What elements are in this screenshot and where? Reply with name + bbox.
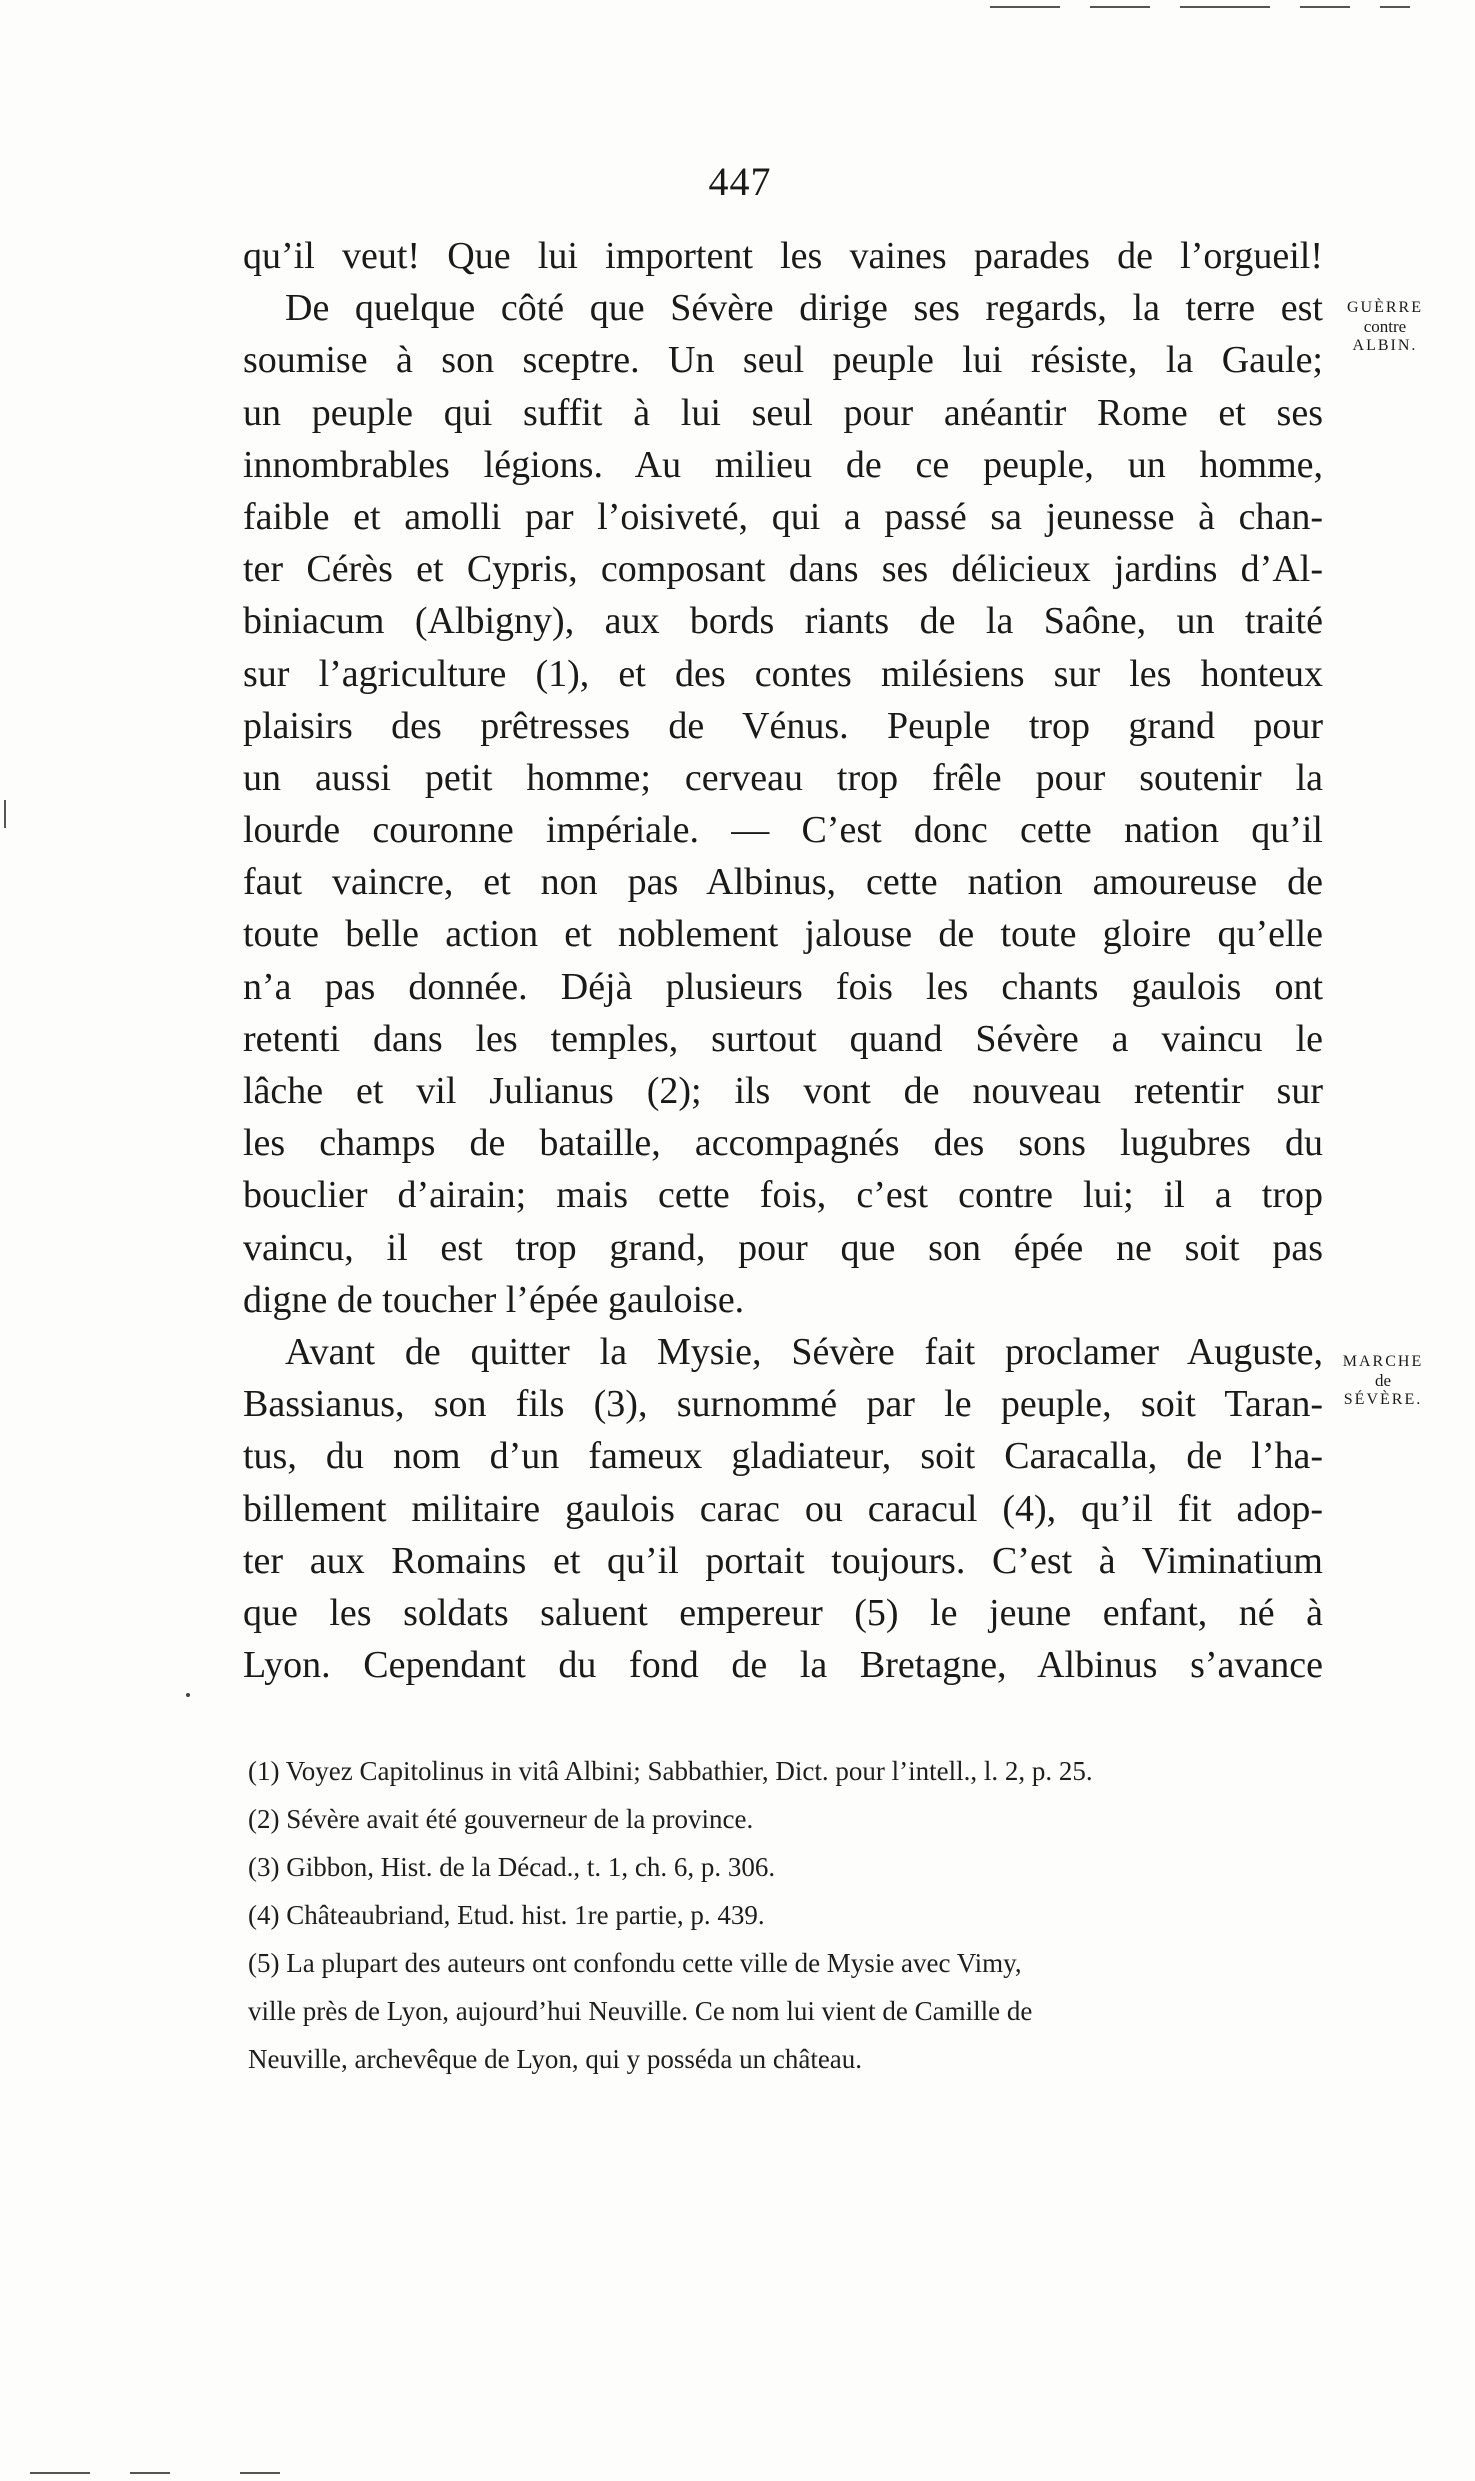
- text-line: que les soldats saluent empereur (5) le jeune enfant, né à: [243, 1591, 1323, 1634]
- text-line: Avant de quitter la Mysie, Sévère fait proclamer Auguste,: [285, 1330, 1323, 1373]
- text-line: les champs de bataille, accompagnés des sons lugubres du: [243, 1122, 1323, 1165]
- scan-mark: [186, 1693, 190, 1697]
- text-line: billement militaire gaulois carac ou caracul (4), qu’il fit adop-: [243, 1487, 1323, 1530]
- text-line: soumise à son sceptre. Un seul peuple lui résiste, la Gaule;: [243, 339, 1323, 382]
- text-line: sur l’agriculture (1), et des contes milésiens sur les honteux: [243, 652, 1323, 695]
- text-line: toute belle action et noblement jalouse de toute gloire qu’elle: [243, 913, 1323, 956]
- scan-mark: [4, 800, 6, 828]
- text-line: qu’il veut! Que lui importent les vaines parades de l’orgueil!: [243, 235, 1323, 277]
- text-line: Bassianus, son fils (3), surnommé par le peuple, soit Taran-: [243, 1383, 1323, 1426]
- footnote-continuation: ville près de Lyon, aujourd’hui Neuville. Ce nom lui vient de Camille de: [248, 1996, 1033, 2026]
- footnote-continuation: Neuville, archevêque de Lyon, qui y posséda un château.: [248, 2044, 863, 2074]
- margin-note-line: SÉVÈRE.: [1343, 1391, 1423, 1408]
- text-line: vaincu, il est trop grand, pour que son épée ne soit pas: [243, 1226, 1323, 1269]
- text-line: ter aux Romains et qu’il portait toujours. C’est à Viminatium: [243, 1539, 1323, 1582]
- footnote: (3) Gibbon, Hist. de la Décad., t. 1, ch. 6, p. 306.: [248, 1852, 776, 1882]
- margin-note-marche: [1328, 1352, 1438, 1409]
- text-line: faible et amolli par l’oisiveté, qui a passé sa jeunesse à chan-: [243, 495, 1323, 538]
- footnote: (2) Sévère avait été gouverneur de la province.: [248, 1804, 754, 1834]
- margin-note-line: MARCHE: [1342, 1353, 1424, 1370]
- text-line: lâche et vil Julianus (2); ils vont de nouveau retentir sur: [243, 1070, 1323, 1112]
- text-line: biniacum (Albigny), aux bords riants de la Saône, un traité: [243, 600, 1323, 643]
- margin-note-line: ALBIN.: [1352, 337, 1418, 354]
- text-line: De quelque côté que Sévère dirige ses regards, la terre est: [285, 287, 1323, 330]
- scan-mark: [1090, 6, 1150, 8]
- footnote: (4) Châteaubriand, Etud. hist. 1re partie, p. 439.: [248, 1900, 765, 1930]
- text-line: Lyon. Cependant du fond de la Bretagne, Albinus s’avance: [243, 1644, 1323, 1687]
- margin-note-line: GUÈRRE: [1347, 299, 1423, 316]
- body-text: [243, 230, 1323, 1691]
- scan-mark: [1180, 6, 1270, 8]
- scan-mark: [1380, 6, 1410, 8]
- text-line: retenti dans les temples, surtout quand Sévère a vaincu le: [243, 1017, 1323, 1060]
- text-line: innombrables légions. Au milieu de ce peuple, un homme,: [243, 443, 1323, 486]
- margin-note-guerre: [1335, 298, 1435, 355]
- margin-note-line: contre: [1363, 317, 1407, 336]
- text-line: lourde couronne impériale. — C’est donc cette nation qu’il: [243, 809, 1323, 852]
- scan-mark: [130, 2472, 170, 2474]
- text-line: tus, du nom d’un fameux gladiateur, soit Caracalla, de l’ha-: [243, 1435, 1323, 1478]
- text-line: n’a pas donnée. Déjà plusieurs fois les chants gaulois ont: [243, 965, 1323, 1008]
- footnotes: [248, 1747, 1320, 2083]
- text-line: bouclier d’airain; mais cette fois, c’est contre lui; il a trop: [243, 1174, 1323, 1217]
- scan-mark: [1300, 6, 1350, 8]
- scan-mark: [990, 6, 1060, 8]
- text-line: digne de toucher l’épée gauloise.: [243, 1278, 745, 1321]
- footnote: (1) Voyez Capitolinus in vitâ Albini; Sabbathier, Dict. pour l’intell., l. 2, p. 25.: [248, 1756, 1093, 1786]
- text-line: faut vaincre, et non pas Albinus, cette nation amoureuse de: [243, 861, 1323, 904]
- text-line: un aussi petit homme; cerveau trop frêle pour soutenir la: [243, 756, 1323, 799]
- scan-mark: [30, 2472, 90, 2474]
- text-line: plaisirs des prêtresses de Vénus. Peuple trop grand pour: [243, 704, 1323, 747]
- text-line: ter Cérès et Cypris, composant dans ses délicieux jardins d’Al-: [243, 548, 1323, 591]
- margin-note-line: de: [1374, 1371, 1392, 1390]
- scan-mark: [240, 2472, 280, 2474]
- page-number: 447: [708, 159, 772, 204]
- footnote: (5) La plupart des auteurs ont confondu cette ville de Mysie avec Vimy,: [248, 1948, 1022, 1978]
- text-line: un peuple qui suffit à lui seul pour anéantir Rome et ses: [243, 391, 1323, 434]
